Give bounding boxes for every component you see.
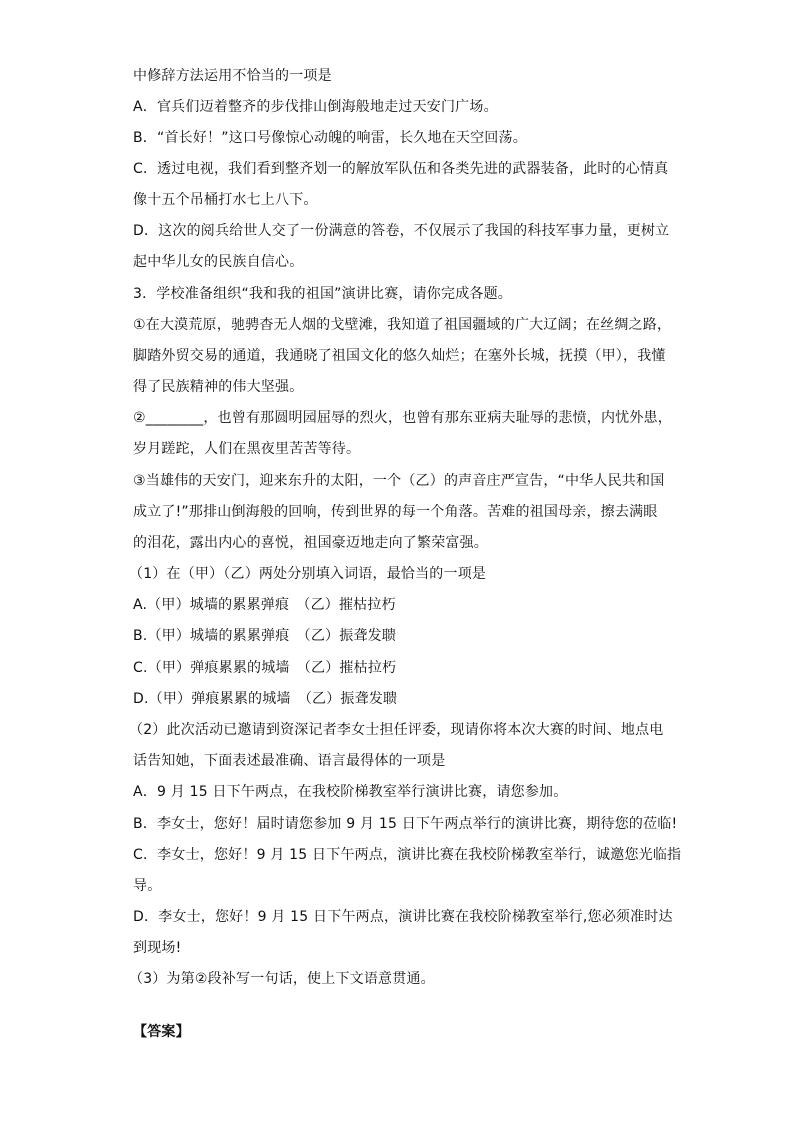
option-c: C.（甲）弹痕累累的城墙 （乙）摧枯拉朽 [133, 660, 397, 676]
text-line: 脚踏外贸交易的通道，我通晓了祖国文化的悠久灿烂；在塞外长城，抚摸（甲），我懂 [133, 348, 666, 364]
question-3: 3．学校准备组织“我和我的祖国”演讲比赛，请你完成各题。 [133, 286, 513, 302]
passage-paragraph-1: ①在大漠荒原，驰骋杳无人烟的戈壁滩，我知道了祖国疆域的广大辽阔；在丝绸之路， [133, 317, 672, 333]
option-b: B．“首长好！”这口号像惊心动魄的响雷，长久地在天空回荡。 [133, 130, 527, 146]
text-line: 话告知她，下面表述最准确、语言最得体的一项是 [133, 753, 446, 769]
text-line: 岁月蹉跎，人们在黑夜里苦苦等待。 [133, 441, 361, 457]
text-line: 得了民族精神的伟大坚强。 [133, 379, 304, 395]
option-b: B.（甲）城墙的累累弹痕 （乙）振聋发聩 [133, 628, 397, 644]
text-line: 导。 [133, 878, 162, 894]
answer-heading: 【答案】 [133, 1024, 190, 1040]
text-line: 中修辞方法运用不恰当的一项是 [133, 68, 332, 84]
option-d: D.（甲）弹痕累累的城墙 （乙）振聋发聩 [133, 691, 398, 707]
option-c: C．李女士，您好！9 月 15 日下午两点，演讲比赛在我校阶梯教室举行，诚邀您光临指 [133, 847, 682, 863]
option-d: D．这次的阅兵给世人交了一份满意的答卷，不仅展示了我国的科技军事力量，更树立 [133, 223, 670, 239]
text-line: 成立了!”那排山倒海般的回响，传到世界的每一个角落。苦难的祖国母亲，擦去满眼 [133, 504, 658, 520]
sub-question-2: （2）此次活动已邀请到资深记者李女士担任评委，现请你将本次大赛的时间、地点电 [129, 722, 664, 738]
option-a: A．9 月 15 日下午两点，在我校阶梯教室举行演讲比赛，请您参加。 [133, 784, 568, 800]
option-d: D．李女士，您好！9 月 15 日下午两点，演讲比赛在我校阶梯教室举行,您必须准时达 [133, 909, 673, 925]
passage-paragraph-3: ③当雄伟的天安门，迎来东升的太阳，一个（乙）的声音庄严宣告，“中华人民共和国 [133, 473, 665, 489]
option-a: A.（甲）城墙的累累弹痕 （乙）摧枯拉朽 [133, 597, 396, 613]
text-line: 像十五个吊桶打水七上八下。 [133, 192, 318, 208]
text-line: 起中华儿女的民族自信心。 [133, 254, 304, 270]
option-a: A．官兵们迈着整齐的步伐排山倒海般地走过天安门广场。 [133, 99, 498, 115]
text-line: 到现场! [133, 940, 182, 956]
sub-question-1: （1）在（甲）（乙）两处分别填入词语，最恰当的一项是 [129, 566, 487, 582]
passage-paragraph-2: ②________，也曾有那圆明园屈辱的烈火，也曾有那东亚病夫耻辱的悲愤，内忧外患， [133, 410, 672, 426]
option-c: C．透过电视，我们看到整齐划一的解放军队伍和各类先进的武器装备，此时的心情真 [133, 161, 669, 177]
text-line: 的泪花，露出内心的喜悦，祖国豪迈地走向了繁荣富强。 [133, 535, 488, 551]
sub-question-3: （3）为第②段补写一句话，使上下文语意贯通。 [129, 971, 435, 987]
option-b: B．李女士，您好！届时请您参加 9 月 15 日下午两点举行的演讲比赛，期待您的莅临! [133, 816, 678, 832]
